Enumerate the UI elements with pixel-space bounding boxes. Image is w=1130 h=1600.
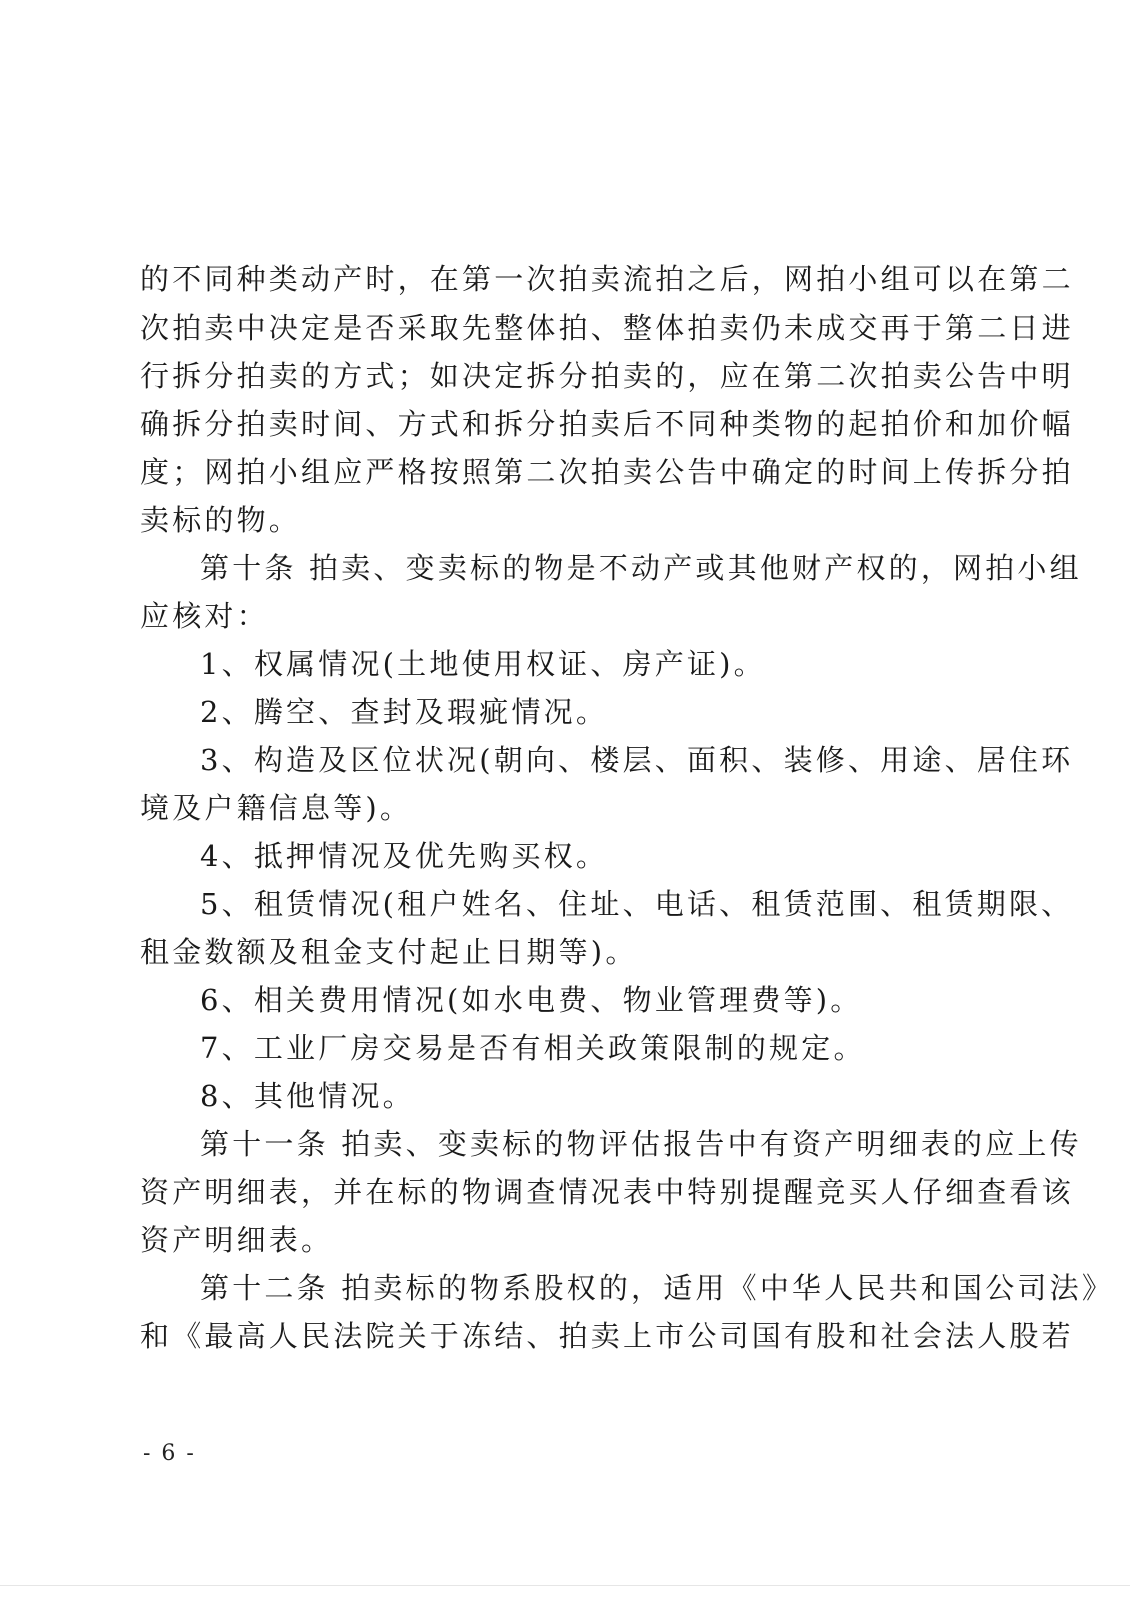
list-item: 7、工业厂房交易是否有相关政策限制的规定。 [200,1031,866,1065]
list-item: 6、相关费用情况(如水电费、物业管理费等)。 [200,983,863,1017]
text-line: 确拆分拍卖时间、方式和拆分拍卖后不同种类物的起拍价和加价幅 [140,407,1074,441]
text-line: 度；网拍小组应严格按照第二次拍卖公告中确定的时间上传拆分拍 [140,455,1074,489]
text-line: 资产明细表。 [140,1223,334,1257]
article-10-heading: 第十条 拍卖、变卖标的物是不动产或其他财产权的，网拍小组 [200,551,1082,585]
text-line: 境及户籍信息等)。 [140,791,413,825]
list-item: 5、租赁情况(租户姓名、住址、电话、租赁范围、租赁期限、 [200,887,1074,921]
list-item: 1、权属情况(土地使用权证、房产证)。 [200,647,766,681]
page-number: - 6 - [143,1441,196,1466]
list-item: 8、其他情况。 [200,1079,415,1113]
list-item: 3、构造及区位状况(朝向、楼层、面积、装修、用途、居住环 [200,743,1074,777]
text-line: 租金数额及租金支付起止日期等)。 [140,935,638,969]
text-line: 行拆分拍卖的方式；如决定拆分拍卖的，应在第二次拍卖公告中明 [140,359,1074,393]
scan-edge-divider [0,1585,1130,1586]
article-11-heading: 第十一条 拍卖、变卖标的物评估报告中有资产明细表的应上传 [200,1127,1082,1161]
list-item: 2、腾空、查封及瑕疵情况。 [200,695,609,729]
text-line: 次拍卖中决定是否采取先整体拍、整体拍卖仍未成交再于第二日进 [140,311,1074,345]
text-line: 应核对： [140,599,269,633]
text-line: 和《最高人民法院关于冻结、拍卖上市公司国有股和社会法人股若 [140,1319,1074,1353]
text-line: 卖标的物。 [140,503,302,537]
list-item: 4、抵押情况及优先购买权。 [200,839,609,873]
article-12-heading: 第十二条 拍卖标的物系股权的，适用《中华人民共和国公司法》 [200,1271,1115,1305]
text-line: 的不同种类动产时，在第一次拍卖流拍之后，网拍小组可以在第二 [140,262,1074,296]
text-line: 资产明细表，并在标的物调查情况表中特别提醒竞买人仔细查看该 [140,1175,1074,1209]
